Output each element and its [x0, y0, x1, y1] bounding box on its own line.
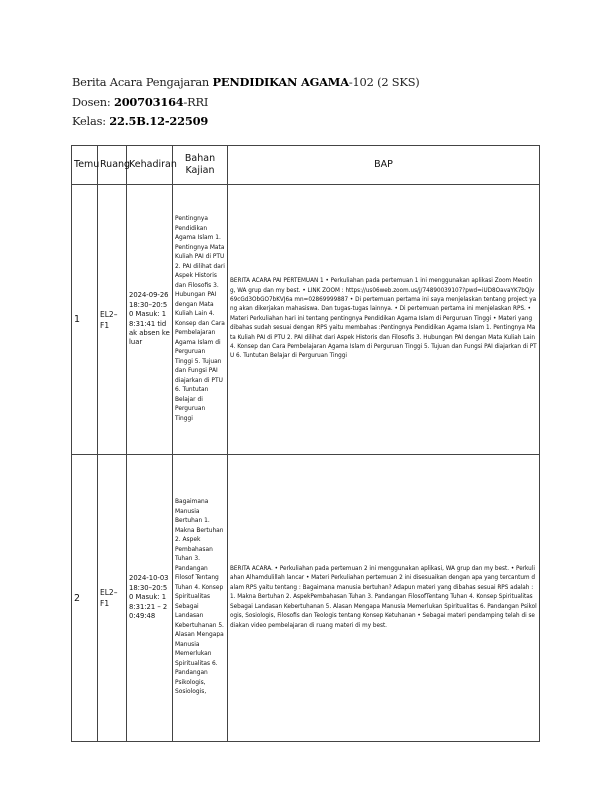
- table-row: [72, 455, 540, 742]
- cell-ruang: EL2–F1: [98, 455, 127, 742]
- table-header-row: [72, 146, 540, 185]
- dosen-label: Dosen:: [72, 94, 114, 109]
- header-ruang: Ruang: [98, 146, 127, 185]
- cell-kehadiran: 2024-09-26 18:30–20:50 Masuk: 18:31:41 tidak absen keluar: [127, 185, 173, 455]
- cell-bap: BERITA ACARA PAI PERTEMUAN 1 • Perkuliahan pada pertemuan 1 ini menggunakan aplikasi Zoom Meeting, WA grup dan my best. • LINK ZOOM : https://us06web.zoom.us/j/74890039107?pwd=iUD8OavaYK7bQjv69cGd3ObGO7bKVJ6a mn=02869999887 • Di pertemuan pertama ini saya menjelaskan tentang project yang akan dikerjakan mahasiswa. Dan tugas-tugas lainnya. • Di pertemuan pertama ini menjelaskan RPS. • Materi Perkuliahan hari ini tentang pentingnya Pendidikan Agama Islam di Perguruan Tinggi • Materi yang dibahas sudah sesuai dengan RPS yaitu membahas :Pentingnya Pendidikan Agama Islam 1. Pentingnya Mata Kuliah PAI di PTU 2. PAI dilihat dari Aspek Historis dan Filosofis 3. Hubungan PAI dengan Mata Kuliah Lain 4. Konsep dan Cara Pembelajaran Agama Islam di Perguruan Tinggi 5. Tujuan dan Fungsi PAI diajarkan di PTU 6. Tuntutan Belajar di Perguruan Tinggi: [228, 185, 540, 455]
- cell-bahan-kajian: Pentingnya Pendidikan Agama Islam 1. Pentingnya Mata Kuliah PAI di PTU 2. PAI dilihat dari Aspek Historis dan Filosofis 3. Hubungan PAI dengan Mata Kuliah Lain 4. Konsep dan Cara Pembelajaran Agama Islam di Perguruan Tinggi 5. Tujuan dan Fungsi PAI diajarkan di PTU 6. Tuntutan Belajar di Perguruan Tinggi: [173, 185, 228, 455]
- cell-kehadiran: 2024-10-03 18:30–20:50 Masuk: 18:31:21 – 20:49:48: [127, 455, 173, 742]
- header-kehadiran: Kehadiran: [127, 146, 173, 185]
- dosen-line: [72, 93, 542, 113]
- kelas-value: 22.5B.12-22509: [109, 114, 209, 128]
- course-name: PENDIDIKAN AGAMA: [212, 75, 349, 89]
- kelas-line: [72, 112, 542, 132]
- table-row: [72, 185, 540, 455]
- header-bap: BAP: [228, 146, 540, 185]
- document-header: [72, 73, 542, 132]
- cell-bahan-kajian: Bagaimana Manusia Bertuhan 1. Makna Bertuhan 2. Aspek Pembahasan Tuhan 3. Pandangan Filosof Tentang Tuhan 4. Konsep Spiritualitas Sebagai Landasan Kebertuhanan 5. Alasan Mengapa Manusia Memerlukan Spiritualitas 6. Pandangan Psikologis, Sosiologis,: [173, 455, 228, 742]
- course-line-prefix: Berita Acara Pengajaran: [72, 75, 213, 89]
- cell-temu: 1: [72, 185, 98, 455]
- cell-bap: BERITA ACARA. • Perkuliahan pada pertemuan 2 ini menggunakan aplikasi, WA grup dan my best. • Perkuliahan Alhamdulillah lancar • Materi Perkuliahan pertemuan 2 ini disesuaikan dengan apa yang tercantum dalam RPS yaitu tentang : Bagaimana manusia bertuhan? Adapun materi yang dibahas sesuai RPS adalah : 1. Makna Bertuhan 2. AspekPembahasan Tuhan 3. Pandangan FilosofTentang Tuhan 4. Konsep Spiritualitas Sebagai Landasan Kebertuhanan 5. Alasan Mengapa Manusia Memerlukan Spiritualitas 6. Pandangan Psikologis, Sosiologis, Filosofis dan Teologis tentang Konsep Ketuhanan • Sebagai materi pendamping telah di sediakan video pembelajaran di ruang materi di my best.: [228, 455, 540, 742]
- course-line: [72, 73, 542, 93]
- cell-ruang: EL2–F1: [98, 185, 127, 455]
- dosen-suffix: -RRI: [183, 94, 209, 109]
- bap-table: [71, 145, 540, 742]
- cell-temu: 2: [72, 455, 98, 742]
- header-temu: Temu: [72, 146, 98, 185]
- course-code: -102 (2 SKS): [348, 75, 420, 89]
- dosen-id: 200703164: [113, 94, 184, 109]
- header-bahan-kajian: Bahan Kajian: [173, 146, 228, 185]
- kelas-label: Kelas:: [72, 114, 110, 128]
